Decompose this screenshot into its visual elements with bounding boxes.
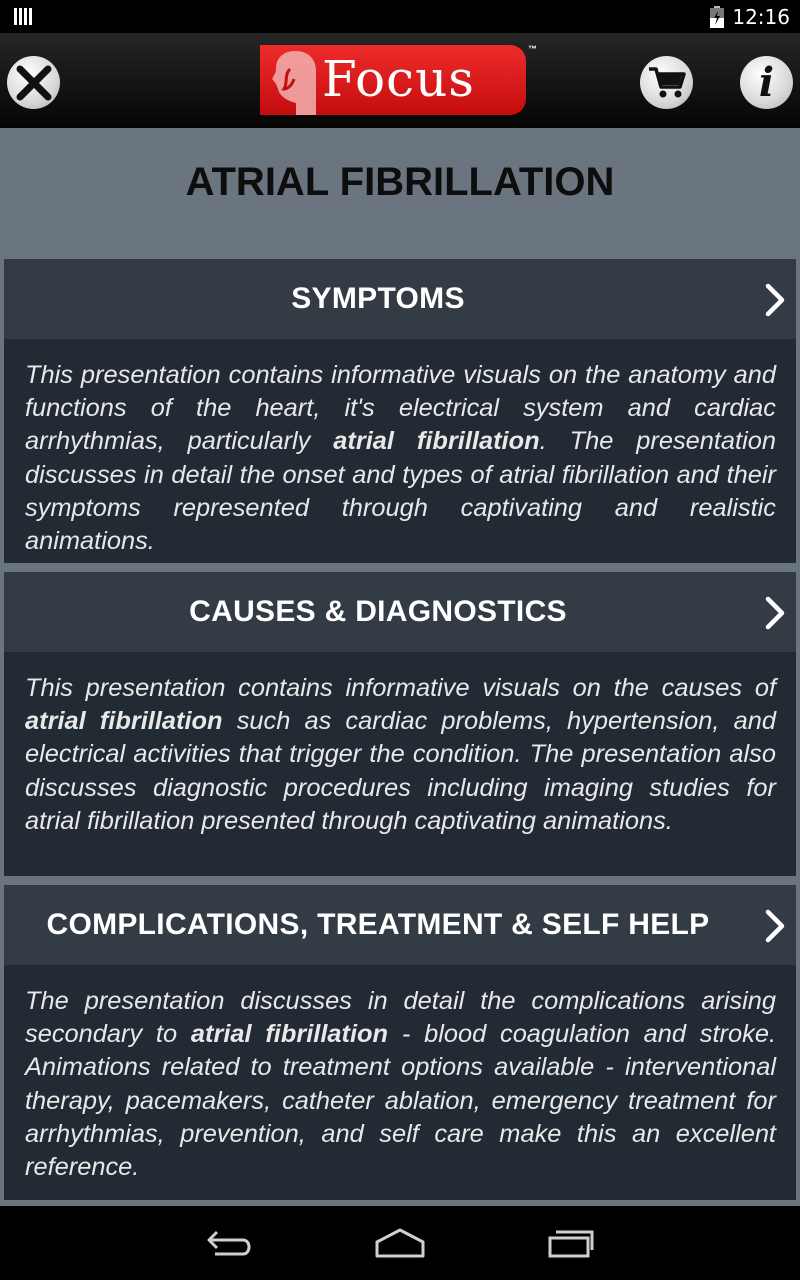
status-time: 12:16: [732, 4, 790, 29]
section-header-causes-diagnostics[interactable]: [4, 572, 796, 652]
app-header: [0, 33, 800, 128]
section-title: COMPLICATIONS, TREATMENT & SELF HELP: [46, 908, 710, 941]
close-icon: [14, 63, 54, 103]
home-icon[interactable]: [374, 1228, 426, 1258]
chevron-right-icon: [764, 283, 786, 317]
info-button[interactable]: [740, 56, 793, 109]
recents-icon[interactable]: [546, 1228, 594, 1258]
focus-logo: [260, 45, 526, 115]
section-description: The presentation discusses in detail the complications arising secondary to atrial fibrillation - blood coagulation and stroke. Animations related to treatment options available - interventional therapy, pacemakers, catheter ablation, emergency treatment for arrhythmias, prevention, and self care make this an excellent reference.: [25, 987, 776, 1182]
chevron-right-icon: [764, 596, 786, 630]
close-button[interactable]: [7, 56, 60, 109]
cart-button[interactable]: [640, 56, 693, 109]
section-title: CAUSES & DIAGNOSTICS: [189, 595, 567, 628]
section-header-symptoms[interactable]: [4, 259, 796, 339]
chevron-right-icon: [764, 909, 786, 943]
trademark-mark: ™: [528, 44, 537, 54]
head-silhouette-icon: [266, 49, 316, 115]
info-icon: i: [758, 58, 775, 106]
section-causes-diagnostics: [4, 572, 796, 876]
section-title: SYMPTOMS: [291, 282, 465, 315]
section-complications-treatment: [4, 885, 796, 1200]
status-bar: [0, 0, 800, 33]
battery-icon: [710, 6, 724, 28]
system-nav-bar: [0, 1206, 800, 1280]
section-description: This presentation contains informative visuals on the causes of atrial fibrillation such as cardiac problems, hypertension, and electrical activities that trigger the condition. The presentation also discusses diagnostic procedures including imaging studies for atrial fibrillation presented through captivating animations.: [25, 674, 776, 835]
back-icon[interactable]: [205, 1228, 255, 1258]
section-header-complications-treatment[interactable]: [4, 885, 796, 965]
section-description: This presentation contains informative visuals on the anatomy and functions of the heart, it's electrical system and cardiac arrhythmias, particularly atrial fibrillation. The presentation discusses in detail the onset and types of atrial fibrillation and their symptoms represented through captivating and realistic animations.: [25, 361, 776, 556]
page-title: ATRIAL FIBRILLATION: [185, 160, 615, 204]
cart-icon: [647, 65, 687, 101]
logo-text: Focus: [322, 50, 475, 108]
signal-icon: [14, 8, 32, 25]
section-symptoms: [4, 259, 796, 563]
